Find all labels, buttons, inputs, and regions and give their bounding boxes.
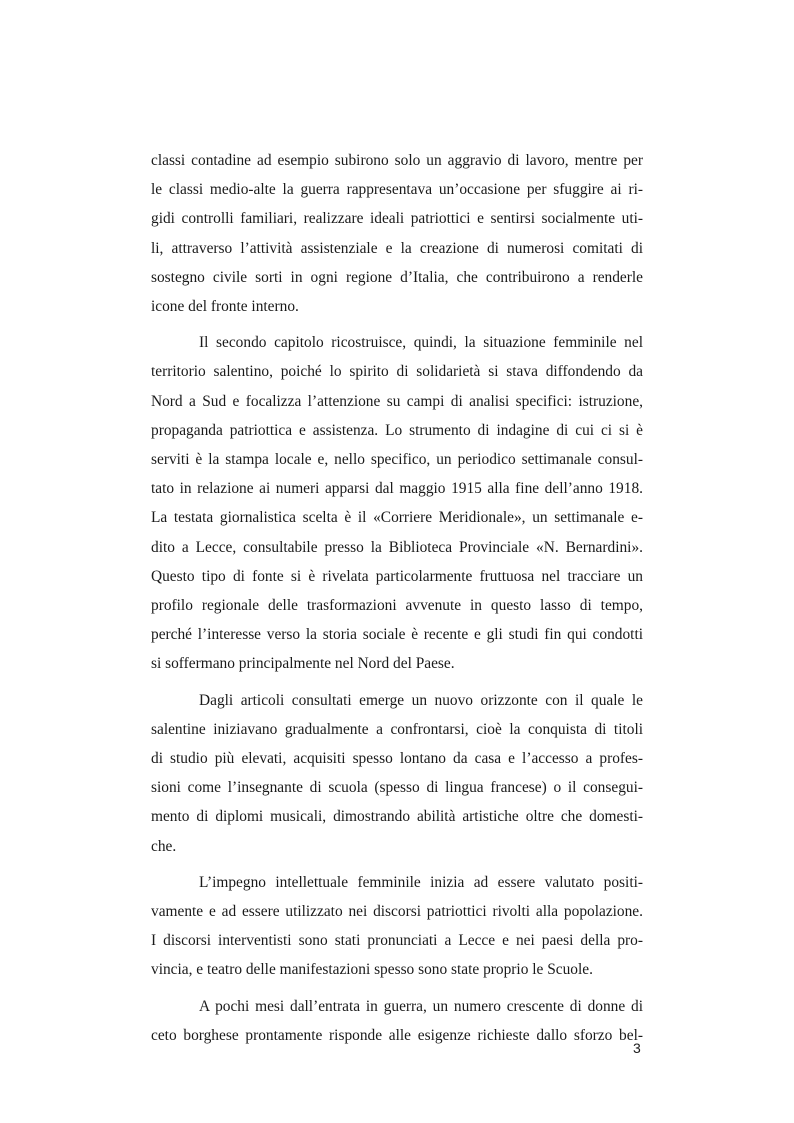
paragraph-1 xyxy=(151,146,643,321)
text-line: territorio salentino, poiché lo spirito di solidarietà si stava diffondendo da xyxy=(151,363,643,381)
text-line: Il secondo capitolo ricostruisce, quindi, la situazione femminile nel xyxy=(199,334,643,352)
text-line: si soffermano principalmente nel Nord del Paese. xyxy=(151,655,455,673)
text-line: gidi controlli familiari, realizzare ideali patriottici e sentirsi socialmente uti- xyxy=(151,210,643,228)
paragraph-3 xyxy=(151,686,643,861)
text-line: Dagli articoli consultati emerge un nuovo orizzonte con il quale le xyxy=(199,691,643,709)
text-line: che. xyxy=(151,837,177,855)
paragraph-5 xyxy=(151,992,643,1050)
text-line: vamente e ad essere utilizzato nei discorsi patriottici rivolti alla popolazione. xyxy=(151,903,643,921)
text-line: classi contadine ad esempio subirono solo un aggravio di lavoro, mentre per xyxy=(151,152,643,169)
text-line: Nord a Sud e focalizza l’attenzione su campi di analisi specifici: istruzione, xyxy=(151,392,643,410)
text-line: L’impegno intellettuale femminile inizia ad essere valutato positi- xyxy=(199,873,643,891)
text-line: le classi medio-alte la guerra rappresentava un’occasione per sfuggire ai ri- xyxy=(151,181,643,199)
text-line: profilo regionale delle trasformazioni avvenute in questo lasso di tempo, xyxy=(151,597,643,615)
text-line: icone del fronte interno. xyxy=(151,298,299,316)
text-line: tato in relazione ai numeri apparsi dal maggio 1915 alla fine dell’anno 1918. xyxy=(151,480,643,498)
text-line: A pochi mesi dall’entrata in guerra, un numero crescente di donne di xyxy=(199,997,643,1015)
text-line: propaganda patriottica e assistenza. Lo strumento di indagine di cui ci si è xyxy=(151,421,643,439)
paragraph-4 xyxy=(151,868,643,985)
text-line: ceto borghese prontamente risponde alle esigenze richieste dallo sforzo bel- xyxy=(151,1026,643,1044)
text-line: perché l’interesse verso la storia sociale è recente e gli studi fin qui condotti xyxy=(151,626,643,644)
text-line: dito a Lecce, consultabile presso la Biblioteca Provinciale «N. Bernardini». xyxy=(151,538,643,556)
text-line: sostegno civile sorti in ogni regione d’Italia, che contribuirono a renderle xyxy=(151,268,643,286)
page-body xyxy=(151,146,643,1050)
text-line: sioni come l’insegnante di scuola (spesso di lingua francese) o il consegui- xyxy=(151,779,643,797)
text-line: Questo tipo di fonte si è rivelata particolarmente fruttuosa nel tracciare un xyxy=(151,567,643,585)
text-line: vincia, e teatro delle manifestazioni spesso sono state proprio le Scuole. xyxy=(151,961,593,979)
text-line: mento di diplomi musicali, dimostrando abilità artistiche oltre che domesti- xyxy=(151,808,643,826)
text-line: di studio più elevati, acquisiti spesso lontano da casa e l’accesso a profes- xyxy=(151,750,643,768)
text-line: salentine iniziavano gradualmente a confrontarsi, cioè la conquista di titoli xyxy=(151,720,643,738)
text-line: La testata giornalistica scelta è il «Corriere Meridionale», un settimanale e- xyxy=(151,509,643,527)
paragraph-2 xyxy=(151,328,643,678)
text-line: serviti è la stampa locale e, nello specifico, un periodico settimanale consul- xyxy=(151,451,643,469)
text-line: li, attraverso l’attività assistenziale e la creazione di numerosi comitati di xyxy=(151,239,643,257)
text-line: I discorsi interventisti sono stati pronunciati a Lecce e nei paesi della pro- xyxy=(151,932,643,950)
page-number: 3 xyxy=(633,1040,641,1056)
